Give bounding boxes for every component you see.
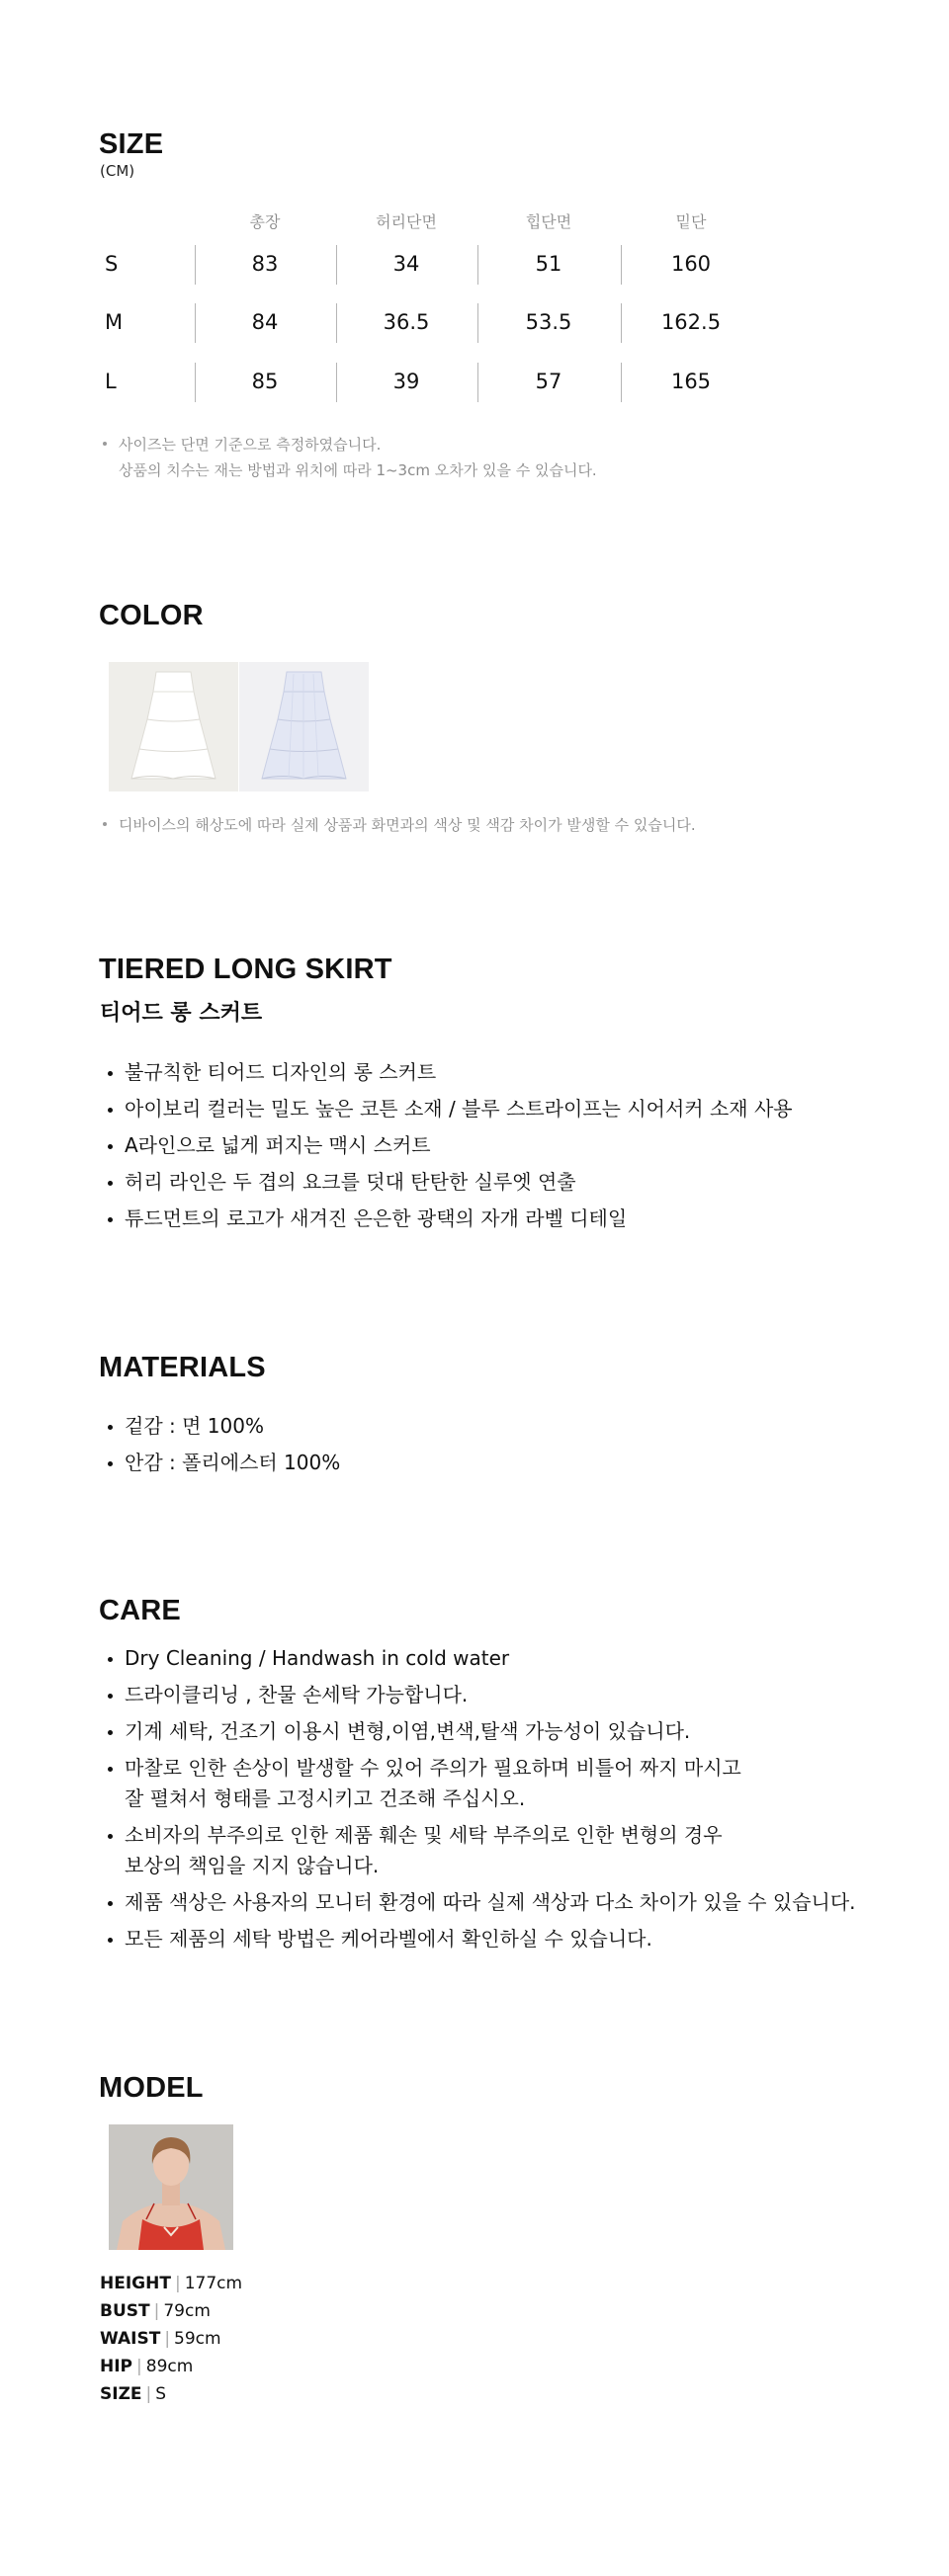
size-cell: 85	[251, 370, 279, 393]
spec-value: 79cm	[163, 2301, 211, 2321]
size-unit: (CM)	[100, 162, 135, 180]
table-divider	[621, 303, 622, 343]
care-title: CARE	[99, 1595, 181, 1626]
list-item: 모든 제품의 세탁 방법은 케어라벨에서 확인하실 수 있습니다.	[101, 1924, 856, 1954]
list-item	[101, 1753, 856, 1814]
spec-separator: |	[174, 2274, 181, 2293]
spec-key: BUST	[100, 2301, 150, 2321]
size-col-hem: 밑단	[675, 212, 707, 231]
bullet-dot	[103, 822, 107, 826]
model-spec-hip	[100, 2353, 242, 2380]
color-note	[103, 812, 696, 838]
size-title: SIZE	[99, 128, 164, 160]
care-line: 마찰로 인한 손상이 발생할 수 있어 주의가 필요하며 비틀어 짜지 마시고	[125, 1756, 741, 1780]
list-item	[101, 1820, 856, 1881]
list-item: 아이보리 컬러는 밀도 높은 코튼 소재 / 블루 스트라이프는 시어서커 소재 사용	[101, 1094, 793, 1124]
size-note-line2: 상품의 치수는 재는 방법과 위치에 따라 1~3cm 오차가 있을 수 있습니다.	[119, 461, 597, 479]
size-note	[103, 432, 597, 483]
model-image	[109, 2124, 233, 2250]
model-photo	[109, 2124, 233, 2250]
size-note-line1: 사이즈는 단면 기준으로 측정하였습니다.	[119, 436, 382, 454]
spec-key: HEIGHT	[100, 2274, 171, 2293]
spec-value: 89cm	[145, 2357, 194, 2376]
list-item: 튜드먼트의 로고가 새겨진 은은한 광택의 자개 라벨 디테일	[101, 1204, 793, 1234]
model-spec-height	[100, 2270, 242, 2297]
table-divider	[336, 245, 337, 285]
size-row-label: S	[105, 252, 119, 276]
size-cell: 39	[392, 370, 420, 393]
spec-separator: |	[153, 2301, 160, 2321]
care-list	[101, 1643, 856, 1960]
size-cell: 51	[535, 252, 562, 276]
spec-key: WAIST	[100, 2329, 161, 2349]
product-feature-list	[101, 1057, 793, 1240]
table-divider	[336, 303, 337, 343]
product-subtitle: 티어드 롱 스커트	[100, 1001, 263, 1026]
table-divider	[477, 245, 478, 285]
size-cell: 36.5	[383, 310, 430, 334]
spec-key: HIP	[100, 2357, 133, 2376]
list-item: 불규칙한 티어드 디자인의 롱 스커트	[101, 1057, 793, 1088]
size-col-waist: 허리단면	[376, 212, 437, 231]
spec-value: 177cm	[184, 2274, 243, 2293]
ivory-skirt-image	[109, 662, 238, 791]
list-item: 허리 라인은 두 겹의 요크를 덧대 탄탄한 실루엣 연출	[101, 1167, 793, 1198]
size-col-length: 총장	[249, 212, 281, 231]
spec-separator: |	[164, 2329, 171, 2349]
care-line: 보상의 책임을 지지 않습니다.	[125, 1854, 380, 1877]
list-item: 제품 색상은 사용자의 모니터 환경에 따라 실제 색상과 다소 차이가 있을 수 있습니다.	[101, 1887, 856, 1918]
size-row-label: M	[105, 310, 124, 334]
size-cell: 160	[670, 252, 712, 276]
size-cell: 83	[251, 252, 279, 276]
color-note-text: 디바이스의 해상도에 따라 실제 상품과 화면과의 색상 및 색감 차이가 발생할 수 있습니다.	[119, 816, 696, 834]
model-spec-bust	[100, 2297, 242, 2325]
spec-value: 59cm	[174, 2329, 221, 2349]
size-cell: 57	[535, 370, 562, 393]
size-cell: 165	[670, 370, 712, 393]
bullet-dot	[103, 442, 107, 446]
size-cell: 34	[392, 252, 420, 276]
table-divider	[195, 303, 196, 343]
ivory-swatch[interactable]	[109, 662, 238, 791]
size-cell: 162.5	[660, 310, 722, 334]
table-divider	[195, 245, 196, 285]
color-title: COLOR	[99, 600, 204, 631]
spec-separator: |	[136, 2357, 142, 2376]
spec-separator: |	[145, 2384, 152, 2404]
spec-key: SIZE	[100, 2384, 142, 2404]
size-cell: 84	[251, 310, 279, 334]
list-item: 드라이클리닝 , 찬물 손세탁 가능합니다.	[101, 1680, 856, 1710]
list-item: 겉감 : 면 100%	[101, 1411, 340, 1442]
product-title: TIERED LONG SKIRT	[99, 954, 392, 985]
list-item: 안감 : 폴리에스터 100%	[101, 1448, 340, 1478]
materials-title: MATERIALS	[99, 1352, 266, 1383]
list-item: A라인으로 넓게 퍼지는 맥시 스커트	[101, 1130, 793, 1161]
size-cell: 53.5	[525, 310, 572, 334]
table-divider	[621, 245, 622, 285]
list-item: Dry Cleaning / Handwash in cold water	[101, 1643, 856, 1674]
table-divider	[621, 363, 622, 402]
model-title: MODEL	[99, 2072, 204, 2104]
list-item: 기계 세탁, 건조기 이용시 변형,이염,변색,탈색 가능성이 있습니다.	[101, 1716, 856, 1747]
size-row-label: L	[105, 370, 117, 393]
table-divider	[477, 363, 478, 402]
model-spec-size	[100, 2380, 242, 2408]
care-line: 잘 펼쳐서 형태를 고정시키고 건조해 주십시오.	[125, 1787, 526, 1810]
care-line: 소비자의 부주의로 인한 제품 훼손 및 세탁 부주의로 인한 변형의 경우	[125, 1823, 723, 1847]
materials-list	[101, 1411, 340, 1484]
table-divider	[336, 363, 337, 402]
model-spec-list	[100, 2270, 242, 2408]
blue-stripe-skirt-image	[239, 662, 369, 791]
size-col-hip: 힙단면	[525, 212, 572, 231]
table-divider	[195, 363, 196, 402]
spec-value: S	[155, 2384, 167, 2404]
model-spec-waist	[100, 2325, 242, 2353]
table-divider	[477, 303, 478, 343]
blue-stripe-swatch[interactable]	[239, 662, 369, 791]
